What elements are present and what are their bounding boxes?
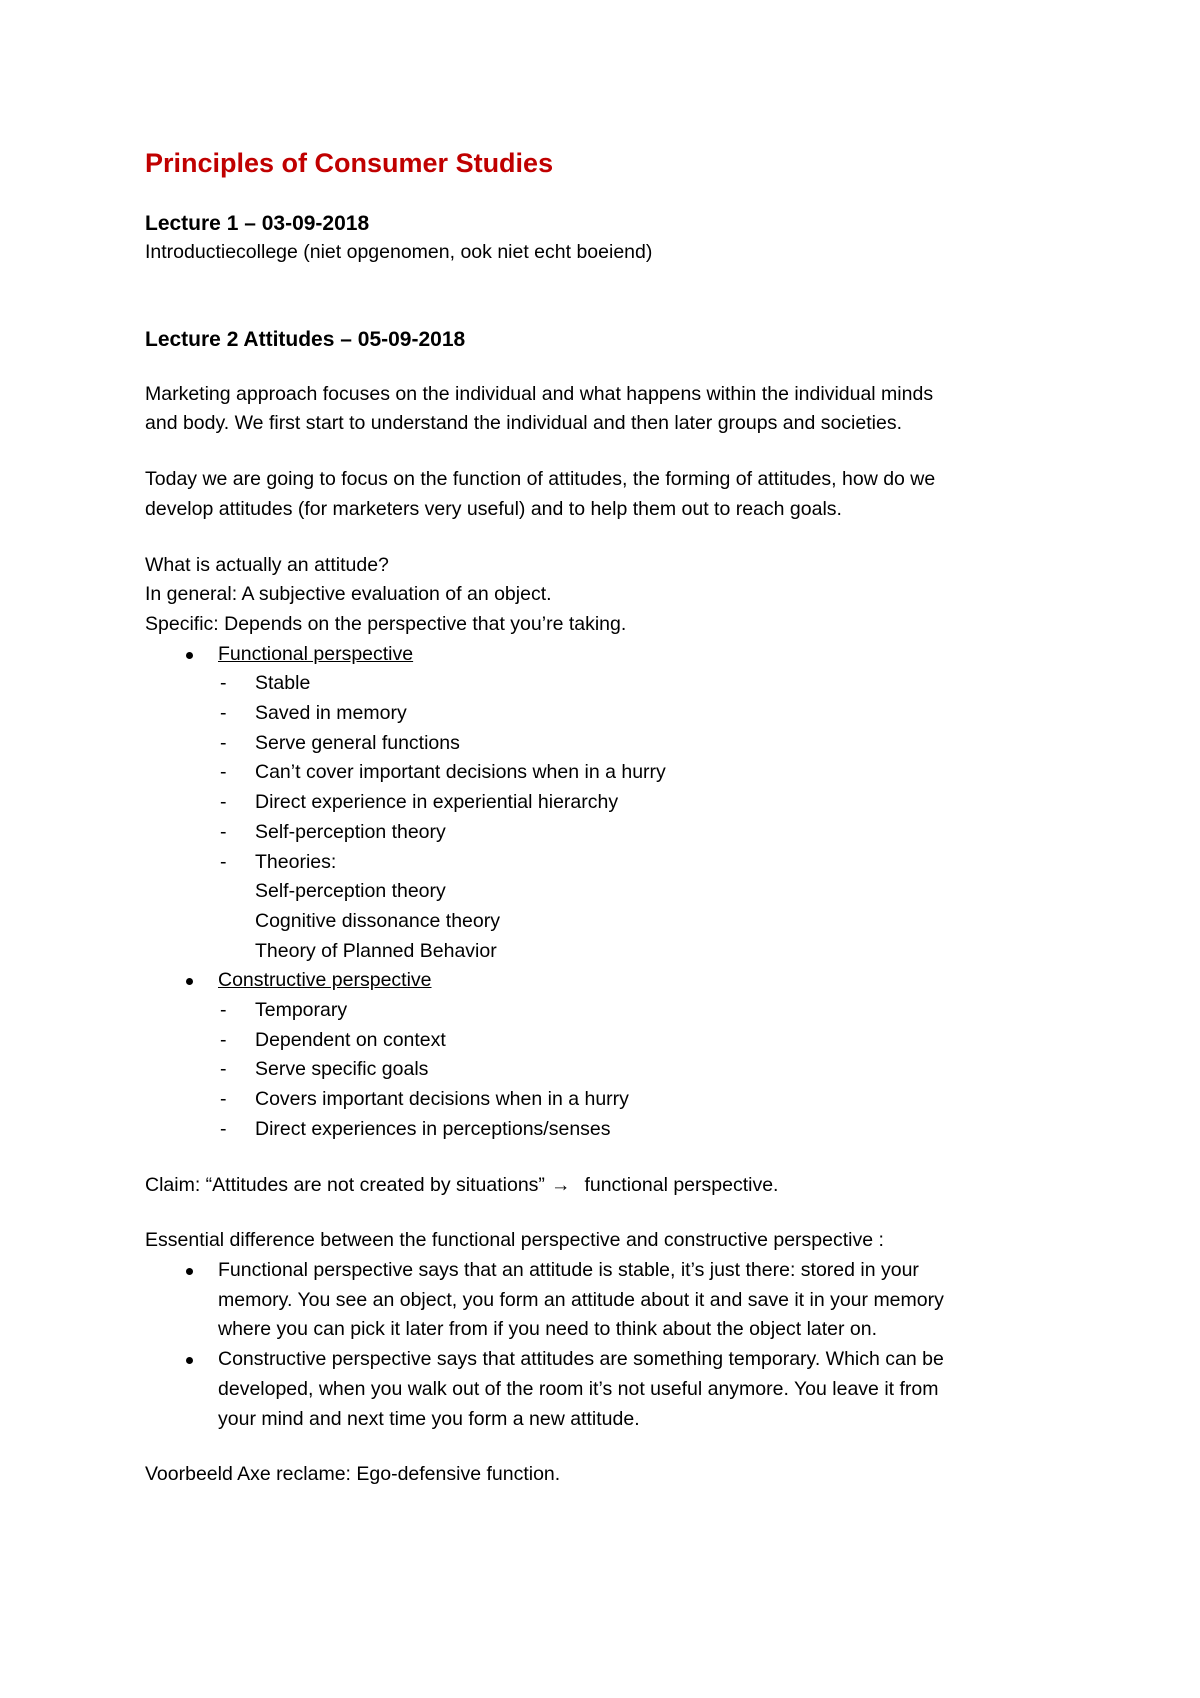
essential-points-list: [145, 1256, 1075, 1434]
attitude-general-definition: In general: A subjective evaluation of an object.: [145, 583, 552, 606]
dash-icon: -: [220, 731, 227, 754]
paragraph-focus-line: develop attitudes (for marketers very useful) and to help them out to reach goals.: [145, 497, 842, 520]
paragraph-focus-line: Today we are going to focus on the function of attitudes, the forming of attitudes, how do we: [145, 468, 936, 491]
functional-perspective-label: Functional perspective: [218, 642, 414, 665]
lecture-1-heading: Lecture 1 – 03-09-2018: [145, 212, 370, 235]
document-title: Principles of Consumer Studies: [145, 148, 554, 178]
dash-icon: -: [220, 791, 227, 814]
bullet-icon: [186, 1357, 193, 1364]
list-item: - Direct experience in experiential hierarchy: [145, 788, 1075, 818]
claim-line: [145, 1171, 1075, 1201]
theory-item: Theory of Planned Behavior: [255, 939, 497, 962]
bullet-icon: [186, 978, 193, 985]
list-item: - Serve specific goals: [145, 1055, 1075, 1085]
dash-icon: -: [220, 761, 227, 784]
theory-item: Cognitive dissonance theory: [255, 909, 500, 932]
claim-result: functional perspective.: [584, 1173, 779, 1196]
dash-icon: -: [220, 1058, 227, 1081]
paragraph-intro-line: and body. We first start to understand the individual and then later groups and societies.: [145, 412, 902, 435]
attitude-specific-definition: Specific: Depends on the perspective that you’re taking.: [145, 612, 627, 635]
dash-icon: -: [220, 999, 227, 1022]
example-line: Voorbeeld Axe reclame: Ego-defensive function.: [145, 1463, 561, 1486]
dash-icon: -: [220, 1117, 227, 1140]
constructive-perspective-bullet: [145, 966, 1075, 996]
bullet-icon: [186, 1268, 193, 1275]
right-arrow-icon: →: [550, 1173, 571, 1196]
essential-point-functional: Functional perspective says that an attitude is stable, it’s just there: stored in your memory. You see an object, you form an attitude about it and save it in your memory where you can pick it later from if you need to think about the object later on.: [145, 1256, 1075, 1345]
list-item: - Dependent on context: [145, 1026, 1075, 1056]
theory-item: Self-perception theory: [255, 880, 446, 903]
attitude-question: What is actually an attitude?: [145, 553, 389, 576]
essential-difference-heading: Essential difference between the functional perspective and constructive perspective :: [145, 1229, 884, 1252]
list-item: - Can’t cover important decisions when in a hurry: [145, 758, 1075, 788]
bullet-icon: [186, 652, 193, 659]
list-item: - Direct experiences in perceptions/senses: [145, 1115, 1075, 1145]
list-item: - Self-perception theory: [145, 818, 1075, 848]
functional-items-list: [145, 669, 1075, 877]
essential-point-constructive: Constructive perspective says that attitudes are something temporary. Which can be developed, when you walk out of the room it’s not useful anymore. You leave it from your mind and next time you form a new attitude.: [145, 1345, 1075, 1434]
perspectives-list: [145, 640, 1075, 670]
perspectives-list-2: [145, 966, 1075, 996]
lecture-1-text: Introductiecollege (niet opgenomen, ook niet echt boeiend): [145, 241, 653, 263]
dash-icon: -: [220, 672, 227, 695]
lecture-2-heading: Lecture 2 Attitudes – 05-09-2018: [145, 327, 466, 351]
list-item: - Stable: [145, 669, 1075, 699]
dash-icon: -: [220, 850, 227, 873]
dash-icon: -: [220, 820, 227, 843]
list-item: - Saved in memory: [145, 699, 1075, 729]
dash-icon: -: [220, 702, 227, 725]
list-item: - Temporary: [145, 996, 1075, 1026]
list-item: - Serve general functions: [145, 729, 1075, 759]
constructive-perspective-label: Constructive perspective: [218, 969, 432, 992]
functional-perspective-bullet: [145, 640, 1075, 670]
list-item: - Theories:: [145, 848, 1075, 878]
dash-icon: -: [220, 1028, 227, 1051]
list-item: - Covers important decisions when in a hurry: [145, 1085, 1075, 1115]
claim-text: Claim: “Attitudes are not created by situations”: [145, 1173, 545, 1196]
document-page: [145, 146, 1075, 1490]
constructive-items-list: [145, 996, 1075, 1145]
dash-icon: -: [220, 1088, 227, 1111]
paragraph-intro-line: Marketing approach focuses on the individual and what happens within the individual minds: [145, 382, 934, 405]
